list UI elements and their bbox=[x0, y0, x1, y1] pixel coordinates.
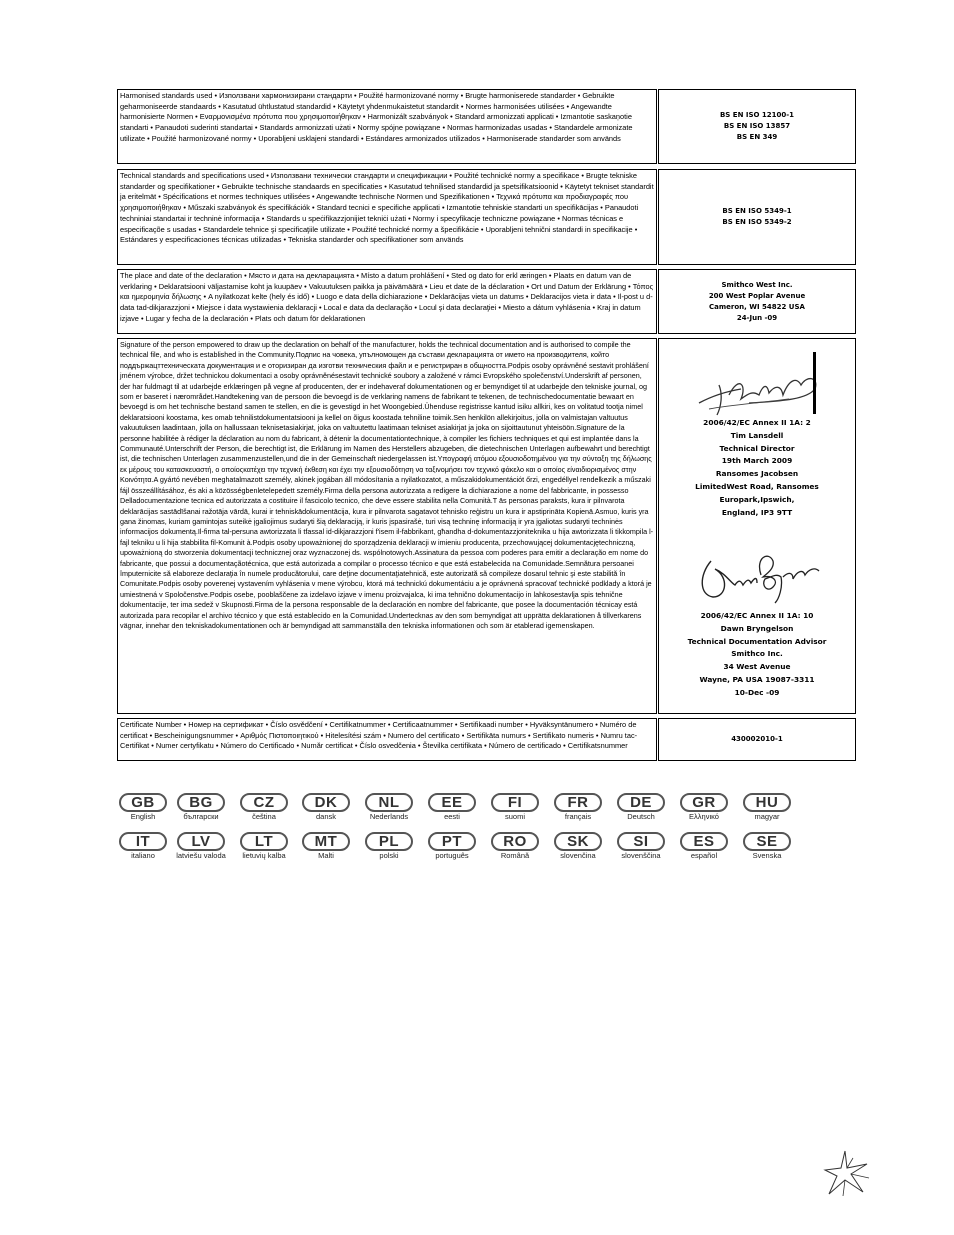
signatory-line: Tim Lansdell bbox=[730, 430, 784, 440]
language-cz bbox=[239, 793, 289, 822]
standard-value: BS EN ISO 5349-2 bbox=[722, 218, 792, 226]
language-code: FR bbox=[554, 793, 602, 812]
language-code: LV bbox=[177, 832, 225, 851]
language-code: IT bbox=[119, 832, 167, 851]
standard-value: BS EN ISO 12100-1 bbox=[719, 111, 795, 119]
language-bg bbox=[176, 793, 226, 822]
language-name: Nederlands bbox=[369, 812, 409, 821]
certificate-row bbox=[117, 718, 856, 761]
language-code: FI bbox=[491, 793, 539, 812]
language-nl bbox=[364, 793, 414, 822]
technical-standards-label: Technical standards and specifications used • Използвани технически стандарти и спецификации • Použité technické normy a specifikace • Brugte tekniske standarder og specifikationer • Gebruikte technische standaards en specificaties • Kasutatud tehnilised standardid ja spetsifikatsioonid • Käytetyt tekniset standardit ja eritelmät • Spécifications et normes techniques utilisées • Angewandte technische Normen und Spezifikationen • Τεχνικά πρότυπα και προδιαγραφές που χρησιμοποιήθηκαν • Műszaki szabványok és specifikációk • Standard tecnici e specifiche applicati • Izmantotie tehniskie standarti un specifikācijas • Panaudoti techniniai standartai ir techninė informacija • Standards u speċifikazzjonijiet tekniċi użati • Normy i specyfikacje techniczne powiązane • Normas técnicas e especificaçõe s usadas • Standardele tehnice şi specificaţiile utilizate • Použité technické normy a špecifikácie • Uporabljeni tehnični standardi in specifikacije • Estándares y especificaciones técnicas utilizadas • Tekniska standarder och specifikationer som används bbox=[117, 169, 657, 265]
technical-standards-row bbox=[117, 169, 856, 265]
signatory-line: 34 West Avenue bbox=[723, 662, 791, 672]
language-code: SE bbox=[743, 832, 791, 851]
certificate-label: Certificate Number • Номер на сертификат • Číslo osvědčení • Certifikatnummer • Certificaatnummer • Sertifikaadi number • Hyväksyntänumero • Numéro de certificat • Bescheinigungsnummer • Αριθμός Πιστοποιητικού • Hitelesítési szám • Numero del certificato • Sertifikāta numurs • Sertifikato numeris • Numru tac-Certifikat • Numer certyfikatu • Número do Certificado • Număr certificat • Číslo osvedčenia • Številka certifikata • Número de certificado • Certifikatsnummer bbox=[117, 718, 657, 761]
signatory-line: Smithco Inc. bbox=[731, 649, 783, 659]
language-name: lietuvių kalba bbox=[242, 851, 286, 860]
language-lt bbox=[239, 832, 289, 861]
language-code: RO bbox=[491, 832, 539, 851]
language-se bbox=[742, 832, 792, 861]
harmonised-standards-values bbox=[658, 89, 856, 164]
language-code: ES bbox=[680, 832, 728, 851]
language-name: slovenčina bbox=[560, 851, 596, 860]
language-lv bbox=[176, 832, 226, 861]
language-code: PL bbox=[365, 832, 413, 851]
language-name: български bbox=[183, 812, 219, 821]
language-code: DK bbox=[302, 793, 350, 812]
language-name: dansk bbox=[315, 812, 336, 821]
signature-panel bbox=[658, 338, 856, 714]
language-fr bbox=[553, 793, 603, 822]
declaration-date: 24-Jun -09 bbox=[736, 313, 778, 322]
language-gr bbox=[679, 793, 729, 822]
signatory-line: 10-Dec -09 bbox=[734, 687, 780, 697]
language-dk bbox=[301, 793, 351, 822]
language-code: GR bbox=[680, 793, 728, 812]
signatory-line: Technical Director bbox=[719, 443, 795, 453]
signature-tim-lansdell bbox=[689, 355, 839, 425]
language-es bbox=[679, 832, 729, 861]
technical-standards-values bbox=[658, 169, 856, 265]
harmonised-standards-row bbox=[117, 89, 856, 164]
signatory-line: 2006/42/EC Annex II 1A: 2 bbox=[703, 418, 811, 427]
language-sk bbox=[553, 832, 603, 861]
language-code: PT bbox=[428, 832, 476, 851]
signature-dawn-bryngelson bbox=[695, 547, 825, 605]
language-name: slovenščina bbox=[621, 851, 661, 860]
place-date-label: The place and date of the declaration • Място и дата на декларацията • Místo a datum prohlášení • Sted og dato for erkl æringen • Plaats en datum van de verklaring • Deklaratsiooni väljastamise koht ja kuupäev • Vakuutuksen paikka ja päivämäärä • Lieu et date de la déclaration • Ort und Datum der Erklärung • Τόπος και ημερομηνία δήλωσης • A nyilatkozat kelte (hely és idő) • Luogo e data della dichiarazione • Deklarācijas vieta un datums • Deklaracijos vieta ir data • Il-post u d-data tad-dikjarazzjoni • Miejsce i data wystawienia deklaracji • Local e data da declaração • Locul şi data declaraţiei • Miesto a dátum vyhlásenia • Kraj in datum izjave • Lugar y fecha de la declaración • Plats och datum för deklarationen bbox=[117, 269, 657, 334]
language-hu bbox=[742, 793, 792, 822]
language-name: Română bbox=[500, 851, 530, 860]
address-line: 200 West Poplar Avenue bbox=[708, 291, 806, 300]
address-line: Smithco West Inc. bbox=[721, 280, 793, 289]
language-gb bbox=[118, 793, 168, 822]
language-code: MT bbox=[302, 832, 350, 851]
standard-value: BS EN 349 bbox=[736, 133, 778, 141]
signatory-2-block bbox=[659, 610, 855, 700]
star-logo-icon bbox=[823, 1148, 873, 1198]
signatory-line: England, IP3 9TT bbox=[721, 507, 793, 517]
signatory-1-block bbox=[659, 417, 855, 519]
signatory-line: 2006/42/EC Annex II 1A: 10 bbox=[700, 611, 814, 620]
certificate-number: 430002010-1 bbox=[731, 735, 783, 743]
address-line: Cameron, WI 54822 USA bbox=[709, 302, 805, 311]
language-name: italiano bbox=[131, 851, 155, 860]
signatory-line: 19th March 2009 bbox=[721, 456, 793, 466]
language-name: latviešu valoda bbox=[176, 851, 226, 860]
language-code: SK bbox=[554, 832, 602, 851]
language-name: português bbox=[435, 851, 469, 860]
language-ro bbox=[490, 832, 540, 861]
language-name: suomi bbox=[504, 812, 525, 821]
certificate-values bbox=[658, 718, 856, 761]
language-code: HU bbox=[743, 793, 791, 812]
place-date-row bbox=[117, 269, 856, 334]
language-code: EE bbox=[428, 793, 476, 812]
language-name: español bbox=[690, 851, 718, 860]
harmonised-standards-label: Harmonised standards used • Използвани хармонизирани стандарти • Použité harmonizované normy • Brugte harmoniserede standarder • Gebruikte geharmoniseerde standaards • Kasutatud ühtlustatud standardid • Käytetyt yhdenmukaistetut standardit • Normes harmonisées utilisées • Angewandte harmonisierte Normen • Εναρμονισμένα πρότυπα που χρησιμοποιήθηκαν • Harmonizált szabványok • Standard armonizzati applicati • Izmantotie saskaņotie standarti • Panaudoti suderinti standartai • Standards armonizzati użati • Normy spójne powiązane • Normas harmonizadas usadas • Standardele armonizate utilizate • Použité harmonizované normy • Uporabljeni usklajeni standardi • Estándares armonizados utilizados • Harmoniserade standarder som används bbox=[117, 89, 657, 164]
signature-row bbox=[117, 338, 856, 714]
language-fi bbox=[490, 793, 540, 822]
language-name: Svenska bbox=[752, 851, 782, 860]
language-pt bbox=[427, 832, 477, 861]
signatory-line: Ransomes Jacobsen bbox=[715, 469, 799, 479]
language-name: Deutsch bbox=[627, 812, 655, 821]
signatory-line: Technical Documentation Advisor bbox=[687, 636, 827, 646]
language-mt bbox=[301, 832, 351, 861]
language-it bbox=[118, 832, 168, 861]
language-code: LT bbox=[240, 832, 288, 851]
signature-label: Signature of the person empowered to draw up the declaration on behalf of the manufacturer, holds the technical documentation and is authorised to compile the technical file, and who is established in the Community.Подпис на човека, упълномощен да състави декларацията от името на производителя, който поддържацттехническата документация и е оторизиран да изготви техническия файл и е регистриран в общността.Podpis osoby oprávněné sestavit prohlášení jménem výrobce, držet technickou dokumentaci a osoby oprávněnésestavit technické soubory a založené v rámci Evropského společenství.Underskrift af personen, der har fuldmagt til at udarbejde erklæringen på vegne af producenten, der er indehaveraf dokumentationen og er bemyndiget til at udarbejde den tekniske journal, og som er baseret i nærområdet.Handtekening van de persoon die bevoegd is de verklaring namens de fabrikant te tekenen, de technischedocumentatie bewaart en bevoegd is om het technische bestand samen te stellen, en die is gevestigd in het Woongebied.Ühenduse registrisse kantud isiku allkiri, kes on volitatud tootja nimel deklaratsiooni koostama, kes omab tehnilistdokumentatsiooni ja kellel on õigus koostada tehniline toimik.Sen henkilön allekirjoitus, jolla on valmistajan valtuutus vakuutuksen laadintaan, jolla on hallussaan teknisetasiakirjat, joka on valtuutettu laatimaan tekniset asiakirjat ja joka on sijoittautunut yhteisöön.Signature de la personne habilitée à rédiger la déclaration au nom du fabricant, à détenir la documentationtechnique, à compiler les fichiers techniques et qui est implantée dans la Communauté.Unterschrift der Person, die berechtigt ist, die Erklärung im Namen des Herstellers abzugeben, die dietechnischen Unterlagen aufbewahrt und berechtigt ist, die technischen Unterlagen zusammenzustellen,und die in der Gemeinschaft niedergelassen ist.Υπογραφή ατόμου εξουσιοδοτημένου για την σύνταξη της δήλωσης εκ μέρους του κατασκευαστή, ο οποίοςκατέχει την τεχνική έκθεση και έχει την εξουσιοδότηση να ταξινομήσει τον τεχνικό φάκελο και ο οποίος είναιδιορισμένος στην Κοινότητα.A gyártó nevében meghatalmazott személy, akinek jogában áll módosítania a nyilatkozatot, a műszakidokumentációt őrzi, engedéllyel rendelkezik a műszaki fájl összeállításához, és aki a közösségbenletelepedett személy.Firma della persona autorizzata a redigere la dichiarazione a nome del fabbricante, in possesso Delladocumentazione tecnica ed autorizzata a costituire il fascicolo tecnico, che deve essere stabilita nella Comunità.T ās personas paraksts, kura ir pilnvarota deklarācijas sastādīšanai ražotāja vārdā, kurai ir tehniskādokumentācija, kura ir pilnvarota sagatavot tehnisko reģistru un kura ir apstiprināta Kopienā.Asmuo, kuris yra gana žinomas, kuriam gamintojas suteikė įgaliojimus sudaryti šią deklaraciją, ir kuris įspasirašė, turi visą techninę informaciją ir yra įgaliotas sudaryti techninės informacijos dokumentą.Il-firma tal-persuna awtorizzata li tfassal id-dikjarazzjoni f'isem il-fabbrikant, għandha d-dokumentazzjoniteknika u hija awtorizzata li tikkompila l-fajl tekniku u li hija stabbilita fil-Komunit à.Podpis osoby upoważnionej do sporządzenia deklaracji w imieniu producenta, przechowującej dokumentacjętechniczną, upoważnioną do stworzenia dokumentacji technicznej oraz wyznaczonej ds. wspólnotowych.Assinatura da pessoa com poderes para emitir a declaração em nome do fabricante, que possui a documentaçãotécnica, que está autorizada a compilar o processo técnico e que está estabelecida na Comunidade.Semnătura persoanei împuternicite să elaboreze declaraţia în numele producătorului, care deţine documentaţiatehnică, este autorizată să compileze dosarul tehnic şi este stabilită în Comunitate.Podpis osoby poverenej vystavením vyhlásenia v mene výrobcu, ktorá má technickú dokumentáciu a je oprávnená spracovať technické podklady a ktorá je umiestnená v Spoločenstve.Podpis osebe, pooblaščene za izdelavo izjave v imenu proizvajalca, ki ima tehnično dokumentacijo in lahkosestavlja spis tehnične dokumentacije, ter ima sedež v Skupnosti.Firma de la persona responsable de la declaración en nombre del fabricante, que posee la documentación técnicay está autorizada para recopilar el archivo técnico y que está establecido en la Comunidad.Undertecknas av den som bemyndigat att upprätta deklarationen å tillverkarens vägnar, innehar den tekniskadokumentationen och är bemyndigad att sammanställa den tekniska informationen och som är etablerad igemenskapen. bbox=[117, 338, 657, 714]
language-name: Malti bbox=[318, 851, 334, 860]
language-code: BG bbox=[177, 793, 225, 812]
language-si bbox=[616, 832, 666, 861]
language-name: français bbox=[564, 812, 592, 821]
language-code: DE bbox=[617, 793, 665, 812]
language-name: English bbox=[130, 812, 156, 821]
language-ee bbox=[427, 793, 477, 822]
language-pl bbox=[364, 832, 414, 861]
language-name: magyar bbox=[754, 812, 780, 821]
signatory-line: Dawn Bryngelson bbox=[720, 623, 794, 633]
language-code: SI bbox=[617, 832, 665, 851]
signatory-line: LimitedWest Road, Ransomes Europark,Ipswich, bbox=[695, 481, 819, 504]
language-code: CZ bbox=[240, 793, 288, 812]
language-name: eesti bbox=[444, 812, 460, 821]
signatory-line: Wayne, PA USA 19087-3311 bbox=[699, 674, 815, 684]
language-code: NL bbox=[365, 793, 413, 812]
language-name: polski bbox=[379, 851, 399, 860]
place-date-values bbox=[658, 269, 856, 334]
standard-value: BS EN ISO 13857 bbox=[723, 122, 791, 130]
language-name: čeština bbox=[252, 812, 276, 821]
signature-bar bbox=[813, 352, 816, 414]
language-code: GB bbox=[119, 793, 167, 812]
language-name: Ελληνικό bbox=[689, 812, 719, 821]
standard-value: BS EN ISO 5349-1 bbox=[722, 207, 792, 215]
language-de bbox=[616, 793, 666, 822]
